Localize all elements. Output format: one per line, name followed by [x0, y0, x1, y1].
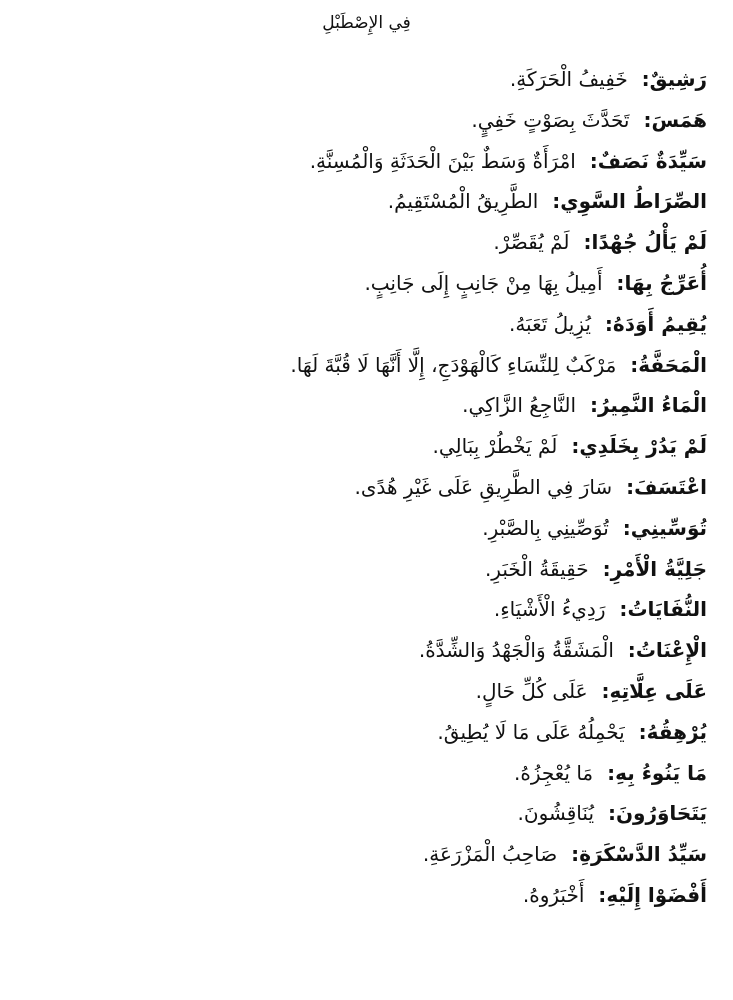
glossary-term: أَفْضَوْا إِلَيْهِ [606, 882, 707, 907]
glossary-definition: لَمْ يُقَصِّرْ. [493, 230, 570, 255]
glossary-entry [17, 508, 707, 549]
term-separator: : [627, 67, 650, 91]
glossary-list [17, 59, 707, 916]
glossary-entry [17, 141, 707, 182]
term-separator: : [584, 882, 607, 907]
glossary-definition: يُزِيلُ تَعَبَهُ. [508, 311, 591, 336]
term-separator: : [608, 515, 631, 540]
term-separator: : [575, 148, 598, 173]
glossary-entry [17, 467, 707, 508]
term-separator: : [624, 719, 647, 744]
glossary-entry [17, 100, 707, 141]
glossary-term: لَمْ يَدُرْ بِخَلَدِي [579, 434, 707, 459]
glossary-term: الْمَاءُ النَّمِيرُ [597, 393, 707, 418]
term-separator: : [587, 678, 610, 703]
glossary-term: هَمَسَ [651, 107, 707, 132]
glossary-term: مَا يَنُوءُ بِهِ [615, 760, 707, 785]
glossary-term: أُعَرِّجُ بِهَا [624, 270, 707, 295]
glossary-definition: مَرْكَبٌ لِلنِّسَاءِ كَالْهَوْدَجِ، إِلَّا أَنَّهَا لَا قُبَّةَ لَهَا. [290, 352, 617, 377]
glossary-definition: أَمِيلُ بِهَا مِنْ جَانِبٍ إِلَى جَانِبٍ. [364, 270, 603, 295]
glossary-entry [17, 589, 707, 630]
term-separator: : [576, 393, 598, 418]
glossary-definition: تَحَدَّثَ بِصَوْتٍ خَفِيٍ. [471, 107, 630, 132]
term-separator: : [612, 474, 635, 499]
glossary-term: اعْتَسَفَ [634, 474, 707, 499]
term-separator: : [602, 270, 625, 295]
glossary-entry [17, 793, 707, 834]
glossary-definition: النَّاجِعُ الزَّاكِي. [462, 393, 577, 418]
glossary-term: يُقِيمُ أَوَدَهُ [612, 311, 707, 336]
glossary-entry [17, 753, 707, 794]
glossary-term: يَتَحَاوَرُونَ [615, 801, 707, 826]
glossary-entry [17, 345, 707, 386]
glossary-definition: أَخْبَرُوهُ. [522, 882, 585, 907]
glossary-entry [17, 712, 707, 753]
glossary-entry [17, 671, 707, 712]
glossary-term: الصِّرَاطُ السَّوِي [560, 189, 707, 214]
glossary-entry [17, 549, 707, 590]
glossary-definition: رَدِيءُ الْأَشْيَاءِ. [493, 597, 606, 622]
glossary-definition: عَلَى كُلِّ حَالٍ. [475, 678, 588, 703]
term-separator: : [605, 597, 628, 622]
glossary-term: رَشِيقٌ [649, 67, 707, 91]
glossary-entry [17, 385, 707, 426]
glossary-entry [17, 630, 707, 671]
glossary-term: تُوَسِّينِي [630, 515, 707, 540]
term-separator: : [594, 801, 616, 826]
glossary-entry [17, 834, 707, 875]
glossary-entry [17, 304, 707, 345]
glossary-term: عَلَى عِلَّاتِهِ [609, 678, 707, 703]
glossary-definition: الطَّرِيقُ الْمُسْتَقِيمُ. [387, 189, 539, 214]
glossary-definition: صَاحِبُ الْمَزْرَعَةِ. [422, 842, 558, 867]
term-separator: : [538, 189, 561, 214]
glossary-definition: خَفِيفُ الْحَرَكَةِ. [509, 67, 628, 91]
glossary-entry [17, 222, 707, 263]
term-separator: : [590, 311, 613, 336]
page-title: فِي الإِصْطَبْلِ [322, 13, 411, 33]
glossary-term: جَلِيَّةُ الْأَمْرِ [610, 556, 707, 581]
glossary-definition: لَمْ يَخْطُرْ بِبَالِي. [432, 434, 558, 459]
glossary-term: النُّفَايَاتُ [627, 597, 707, 622]
glossary-definition: مَا يُعْجِزُهُ. [513, 760, 594, 785]
glossary-term: يُرْهِقُهُ [646, 719, 707, 744]
glossary-entry [17, 59, 707, 100]
term-separator: : [616, 352, 639, 377]
glossary-definition: امْرَأَةٌ وَسَطٌ بَيْنَ الْحَدَثَةِ وَالْمُسِنَّةِ. [309, 148, 576, 173]
glossary-entry [17, 263, 707, 304]
glossary-term: الْمَحَفَّةُ [638, 352, 707, 377]
glossary-definition: حَقِيقَةُ الْخَبَرِ. [484, 556, 589, 581]
glossary-entry [17, 875, 707, 916]
glossary-definition: يُنَاقِشُونَ. [517, 801, 595, 826]
glossary-term: الْإِعْنَاتُ [635, 638, 707, 663]
glossary-definition: سَارَ فِي الطَّرِيقِ عَلَى غَيْرِ هُدًى. [354, 474, 613, 499]
glossary-term: سَيِّدُ الدَّسْكَرَةِ [579, 842, 707, 867]
glossary-entry [17, 181, 707, 222]
glossary-entry [17, 426, 707, 467]
glossary-definition: الْمَشَقَّةُ وَالْجَهْدُ وَالشِّدَّةُ. [418, 638, 614, 663]
term-separator: : [629, 107, 652, 132]
term-separator: : [557, 434, 580, 459]
term-separator: : [569, 230, 592, 255]
term-separator: : [613, 638, 636, 663]
glossary-term: سَيِّدَةٌ نَصَفٌ [597, 148, 707, 173]
term-separator: : [593, 760, 616, 785]
term-separator: : [588, 556, 611, 581]
glossary-term: لَمْ يَأْلُ جُهْدًا [591, 230, 707, 255]
glossary-definition: تُوَصِّينِي بِالصَّبْرِ. [482, 515, 609, 540]
term-separator: : [557, 842, 580, 867]
glossary-definition: يَحْمِلُهُ عَلَى مَا لَا يُطِيقُ. [437, 719, 625, 744]
